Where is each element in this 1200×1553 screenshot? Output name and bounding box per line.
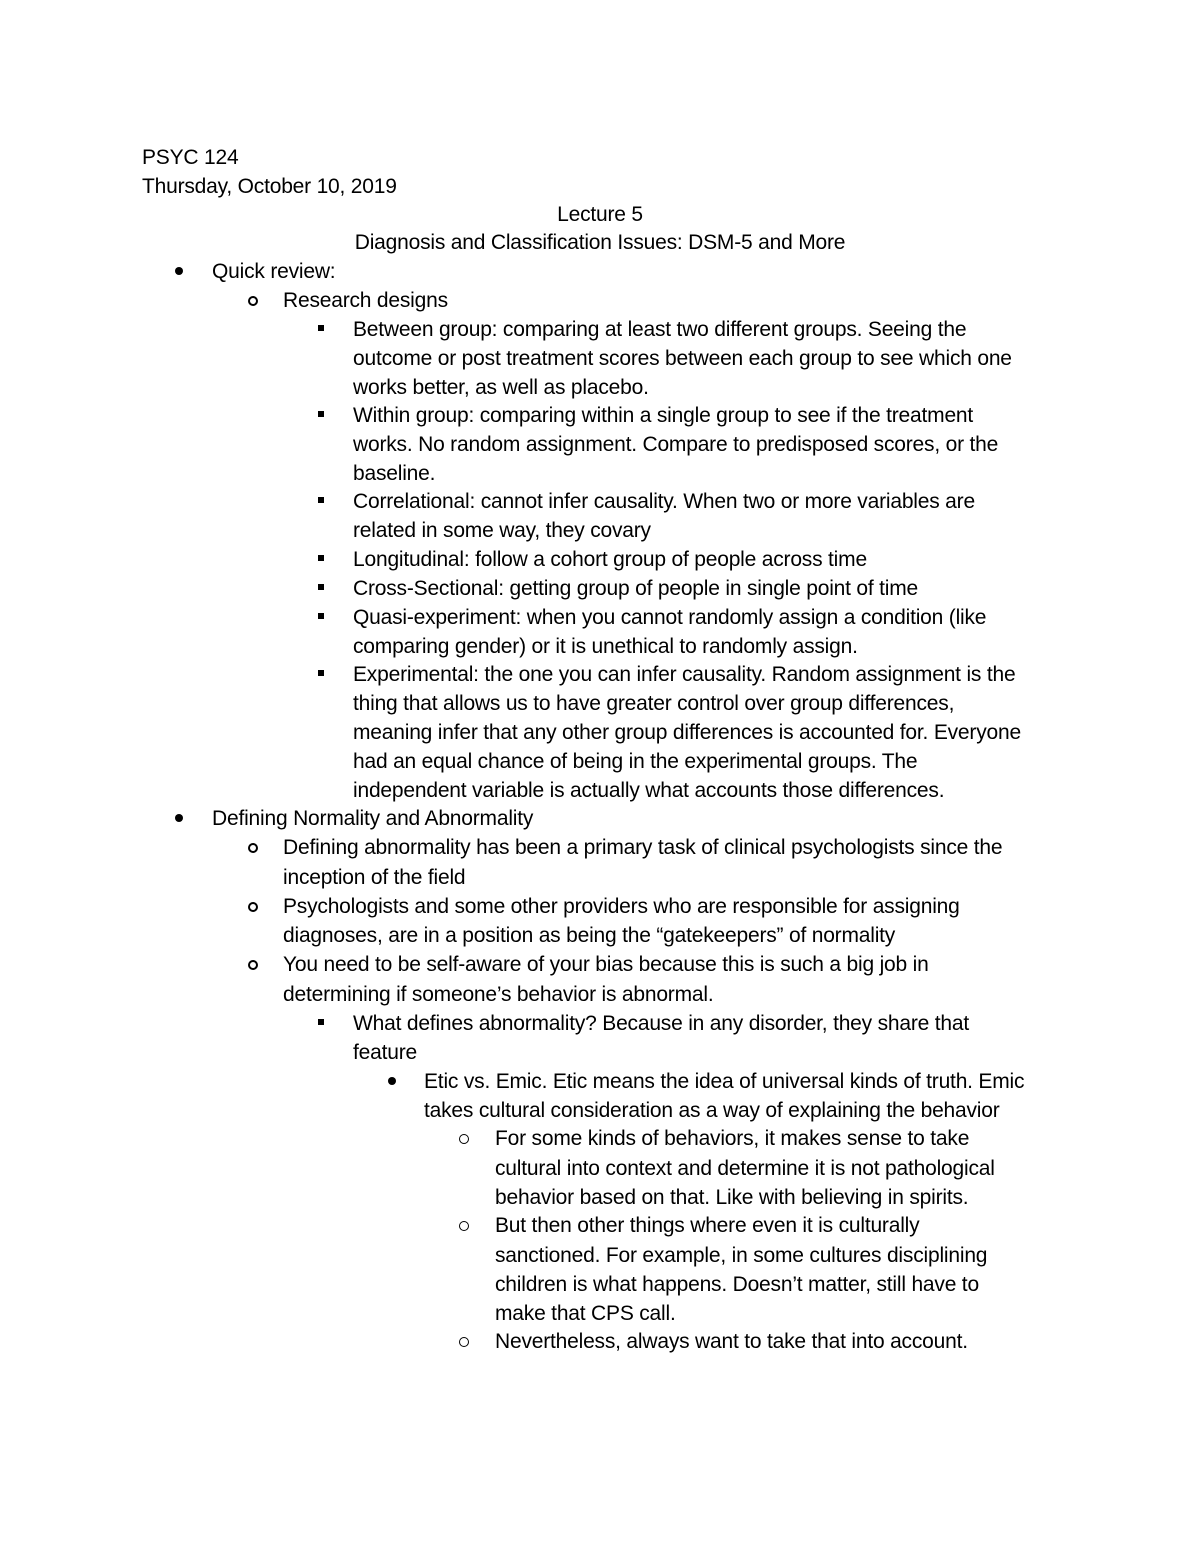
list-item-continued: determining if someone’s behavior is abnormal. xyxy=(283,983,714,1006)
list-item-continued: children is what happens. Doesn’t matter, still have to xyxy=(495,1273,979,1296)
bullet-level3 xyxy=(318,555,324,561)
bullet-level5 xyxy=(459,1134,469,1144)
bullet-level3 xyxy=(318,497,324,503)
bullet-level3 xyxy=(318,325,324,331)
list-item: Quasi-experiment: when you cannot randomly assign a condition (like xyxy=(353,606,987,629)
bullet-level2 xyxy=(248,960,258,970)
list-item: For some kinds of behaviors, it makes sense to take xyxy=(495,1127,970,1150)
list-item: Correlational: cannot infer causality. When two or more variables are xyxy=(353,490,975,513)
list-item-continued: inception of the field xyxy=(283,866,466,889)
list-item: But then other things where even it is culturally xyxy=(495,1214,920,1237)
bullet-level3 xyxy=(318,411,324,417)
list-item: Nevertheless, always want to take that into account. xyxy=(495,1330,968,1353)
bullet-level3 xyxy=(318,613,324,619)
list-item: Quick review: xyxy=(212,260,336,283)
list-item-continued: takes cultural consideration as a way of explaining the behavior xyxy=(424,1099,1000,1122)
list-item-continued: works. No random assignment. Compare to predisposed scores, or the xyxy=(353,433,999,456)
list-item: Etic vs. Emic. Etic means the idea of universal kinds of truth. Emic xyxy=(424,1070,1025,1093)
list-item: You need to be self-aware of your bias because this is such a big job in xyxy=(283,953,929,976)
list-item-continued: cultural into context and determine it is not pathological xyxy=(495,1157,995,1180)
list-item: Between group: comparing at least two different groups. Seeing the xyxy=(353,318,967,341)
list-item-continued: outcome or post treatment scores between each group to see which one xyxy=(353,347,1012,370)
list-item-continued: comparing gender) or it is unethical to randomly assign. xyxy=(353,635,858,658)
list-item: Defining Normality and Abnormality xyxy=(212,807,534,830)
list-item-continued: diagnoses, are in a position as being the “gatekeepers” of normality xyxy=(283,924,896,947)
list-item: Defining abnormality has been a primary task of clinical psychologists since the xyxy=(283,836,1003,859)
list-item-continued: feature xyxy=(353,1041,417,1064)
list-item: Research designs xyxy=(283,289,448,312)
list-item: Within group: comparing within a single group to see if the treatment xyxy=(353,404,974,427)
bullet-level2 xyxy=(248,843,258,853)
list-item-continued: had an equal chance of being in the experimental groups. The xyxy=(353,750,918,773)
bullet-level3 xyxy=(318,1019,324,1025)
bullet-level3 xyxy=(318,670,324,676)
lecture-date: Thursday, October 10, 2019 xyxy=(142,175,397,198)
list-item: Longitudinal: follow a cohort group of people across time xyxy=(353,548,867,571)
list-item: What defines abnormality? Because in any disorder, they share that xyxy=(353,1012,969,1035)
bullet-level2 xyxy=(248,902,258,912)
list-item-continued: baseline. xyxy=(353,462,436,485)
list-item-continued: sanctioned. For example, in some cultures disciplining xyxy=(495,1244,988,1267)
course-code: PSYC 124 xyxy=(142,146,239,169)
list-item-continued: behavior based on that. Like with believing in spirits. xyxy=(495,1186,969,1209)
bullet-level3 xyxy=(318,584,324,590)
bullet-level1 xyxy=(175,814,183,822)
list-item: Experimental: the one you can infer causality. Random assignment is the xyxy=(353,663,1016,686)
bullet-level1 xyxy=(175,267,183,275)
bullet-level4 xyxy=(388,1077,396,1085)
list-item: Cross-Sectional: getting group of people in single point of time xyxy=(353,577,919,600)
list-item-continued: independent variable is actually what accounts those differences. xyxy=(353,779,945,802)
list-item-continued: meaning infer that any other group differences is accounted for. Everyone xyxy=(353,721,1021,744)
bullet-level2 xyxy=(248,296,258,306)
bullet-level5 xyxy=(459,1221,469,1231)
lecture-subtitle: Diagnosis and Classification Issues: DSM-5 and More xyxy=(354,231,846,254)
list-item-continued: make that CPS call. xyxy=(495,1302,676,1325)
lecture-title: Lecture 5 xyxy=(557,203,643,226)
list-item-continued: thing that allows us to have greater control over group differences, xyxy=(353,692,955,715)
list-item: Psychologists and some other providers who are responsible for assigning xyxy=(283,895,960,918)
list-item-continued: related in some way, they covary xyxy=(353,519,651,542)
bullet-level5 xyxy=(459,1337,469,1347)
list-item-continued: works better, as well as placebo. xyxy=(353,376,649,399)
